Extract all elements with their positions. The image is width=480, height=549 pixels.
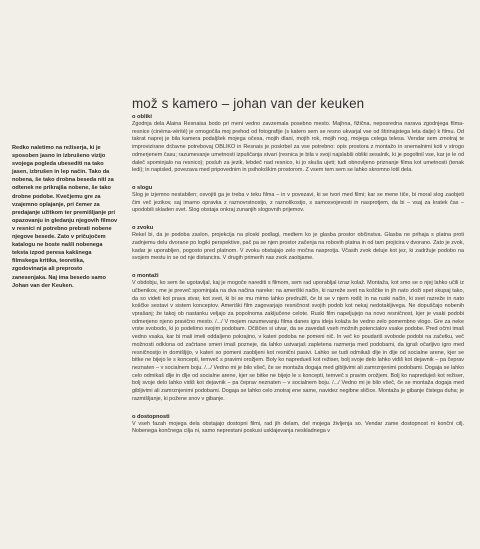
section-o-montazi [132, 272, 464, 404]
intro-paragraph: Redko naletimo na režiserja, ki je sposoben jasno in izbrušeno vizijo svojega pogleda ubesediti na tako jasen, izbrušen in lep način. Tako da nobena, še tako drobna beseda niti za odtenek ne prikrajša nobene, še tako drobne podobe. Kvečjemu gre za vzajemno oplajanje, pri čemer za predajanje užitkom ter premišljanje pri opazovanju in gledanju njegovih filmov v resnici ni potrebno prebrati nobene njegove besede. Zato v pričujočem katalogu ne boste našli nobenega teksta izpod peresa kakšnega filmskega kritika, teoretika, zgodovinarja ali preprosto zanesenjaka. Naj ima besedo samo Johan van der Keuken. [12, 145, 118, 289]
main-column [132, 96, 464, 436]
section-paragraph: Rekel bi, da je podoba zaslon, projekcija na ploski podlagi, medtem ko je glasba prostor občinstva. Glasba ne prihaja s platna proti zadnjemu delu dvorane po logiki perspektive, pač pa se njen prostor začenja na robovih platna in od tam projicira v dvorano. Zato je zvok, kadar je uporabljen, pogosto pred platnom. V zvoku obstajajo zelo močna nasprotja. Včasih zvok deluje kot jez, ki zadržuje podobo na svojem mestu in se od nje distancira. V drugih primerih nas zvok zaobjame. [132, 232, 464, 262]
section-heading: o obliki [132, 114, 152, 120]
section-paragraph: Zgodnja dela Alaina Resnaisa bodo pri meni vedno zavzemala posebno mesto. Majhna, fižična, neposredna narava zgodnjega filma-resnice (cinéma-vérité) je omogočila moj prehod od fotografije (s katero sem se resno ukvarjal vse od štirinajstega leta dalje) k filmu. Od takrat naprej je bila kamera podaljšek mojega očesa, mojih dlani, mojih rok, mojih nog, mojega celega telesa. Vendar sem zmotraj te improvizirane državne potrebovaj OBLIKO in Resnais je poskrbel za vse potrebno: opis prostora z montažo in snemalnimi koti v strogo odmerjenem času; razumevanje umetnosti izpuščanja stvari (resnica je bila v svoji najslabši obliki sesalnik, ki je pogoltnil vse, kar je le od daleč spominjalo na resnico); posluh za jezik, lebdeč nad resnico, ki jo skuša ujeti; tudi obnovljeno priznanje filma kot umetnosti (tenak ledi); in napisled, povezava med pripovednim in psihološkim prostorom. Z vsem tem sem se lahko skromno lotil dela. [132, 121, 464, 174]
section-paragraph: Slog je izjemno nestabilen; osvojiti ga je treba v teku filma – in v povezavi, ki se tvori med filmi; kar se mene tiče, bi moral slog zaobjeti čim več jezikov, saj imamo opravka z raznovrstnostjo, z raznolikostjo, s samosvojevosti in nasprotjem, da bi – vsaj za kratek čas – upodobili skladen svet. Slog obstaja onkraj zunanjih slogovnih prijemov. [132, 192, 464, 214]
section-heading: o slogu [132, 185, 153, 192]
section-heading: o zvoku [132, 225, 154, 232]
sidebar-intro-text [12, 144, 118, 290]
section-heading: o dostopnosti [132, 413, 170, 420]
section-heading: o montaži [132, 273, 159, 280]
page-title: mož s kamero – johan van der keuken [132, 96, 365, 111]
section-paragraph: V vseh fazah mojega dela obstajajo dostopni filmi, rad jih delam, del mojega življenja so. Vendar zame dostopnost ni končni cilj. Nobenega končnega cilja ni, samo neprestani poskusi usklajevanja neskladnega v [132, 420, 464, 435]
section-o-obliki [132, 113, 464, 175]
section-o-slogu [132, 184, 464, 215]
section-o-zvoku [132, 224, 464, 263]
section-paragraph: V obdobju, ko sem še ugotavljal, kaj je mogoče narediti s filmom, sem rad uporabljal izraz kolaž. Montaža, kot smo se o njej lahko učili iz učbenikov, me je preveč spominjala na dva načina nareke: na ameriški način, ki razreže svet na koščke in jih nato zloži spet skupaj tako, da so videti kot prava stvar, kot svet, ki bi se mu mirno lahko predružil, če bi se v njem rodil; in na ruski način, ki svet razreže in nato koščke sestavi v sistem konceptov. Ameriški film zagovarjajo resničnost svojih podob kot nekaj nedotakljivega. Ne dopuščajo nobenih vprašanj; že takoj ob nastanku veljajo za popolnoma zaključene celote. Ruski film napeljujejo na novo resničnost, kjer je vsaki podobi odmerjeno njeno pravično mesto. /.../ V mojem razumevanju filma danes igra ideja kolaža še vedno zelo pomembno vlogo. Gre za neke vrste svobodo, ki jo podelimo svojim podobam. Očiščen si utvar, da se zavedaš vseh možnih potencialov vsake podobe. Pred očmi imaš vedno vsaka, kar bi mali imeli oddaljeno pokrajino, v kateri podoba ne pomeni nič. In več ko poudariš svobode podobi na začetku, več možnosti odklona od začrtane smeri imaš pozneje, da lahko ustvarjaš zapletena razmerja med podobami, da igraš očarljivo igro med resničnostjo in domišljijo, v kateri so pomeni zaobljeni kot resnični pasivi. Lahko se tudi odmikaš dlje in dlje od socialne arene, kjer se bitke ne bijejo le s koncepti, temveč s pravimi orožjem. Boly ko napredueš kot režiser, bolj svoje delo lahko vidiš kot dejavnik – pa čeprav neznaten – v socialnem boju. /.../ Vedno mi je bilo všeč, če se montaža dogaja med gibljivimi ali zamrznjenimi podobami. Dogaja se lahko celo odmikaš dlje in dlje od socialne arene, kjer se bitke ne bijejo le s koncepti, temveč s pravim orožjem. Bolj ko napreduješ kot režiser, bolj svoje delo lahko vidiš kot dejavnik – pa čeprav neznaten – v socialnem boju. /.../ Vedno mi je bilo všeč, če se montaža dogaja med gibljivimi ali zamrznjenimi podobami. Dogaja se lahko celo znotraj ene same, navidez negibne sličice. Montaža je gibanje čistega duha; je razmišljanje, ki požene snov v gibanje. [132, 280, 464, 402]
section-o-dostopnosti [132, 413, 464, 436]
